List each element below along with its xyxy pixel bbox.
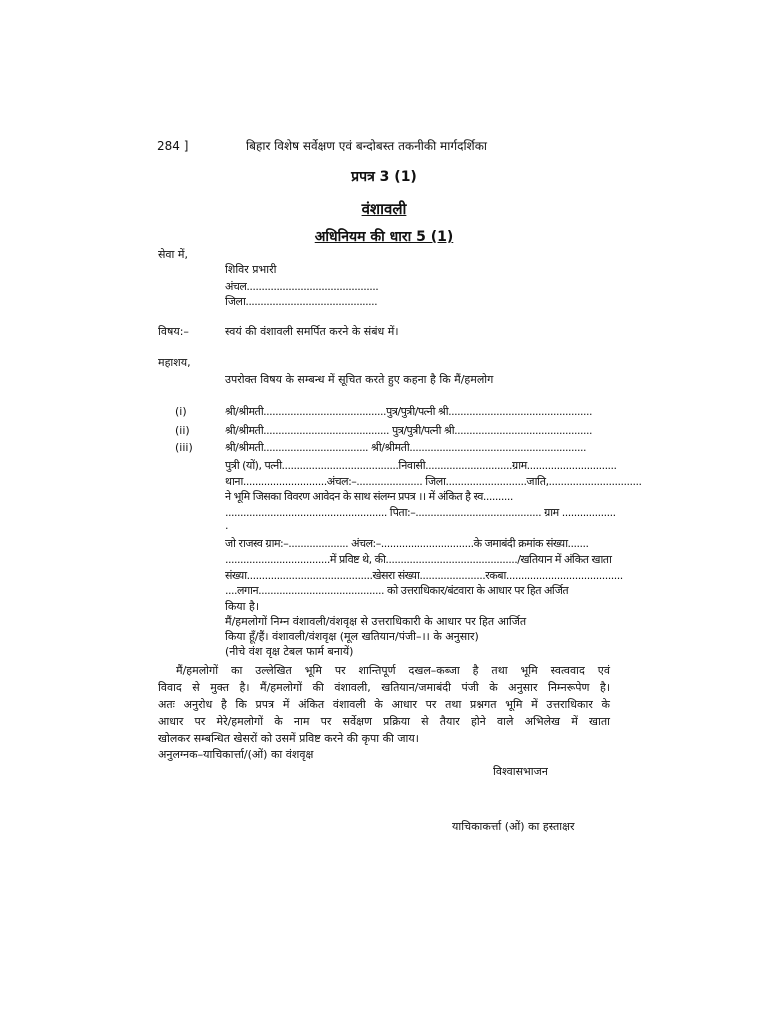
subject-text: स्वयं की वंशावली समर्पित करने के संबंध में। — [225, 325, 399, 338]
detail-line: (नीचे वंश वृक्ष टेबल फार्म बनायें) — [225, 645, 354, 658]
address-anchal-field: अंचल............................................ — [225, 280, 379, 293]
act-section-heading: अधिनियम की धारा 5 (1) — [314, 229, 454, 245]
intro-line: उपरोक्त विषय के सम्बन्ध में सूचित करते हुए कहना है कि मैं/हमलोग — [225, 373, 494, 386]
detail-line: ने भूमि जिसका विवरण आवेदन के साथ संलग्न प्रपत्र ।। में अंकित है स्व.......... — [225, 490, 513, 503]
detail-line: . — [225, 519, 229, 532]
petitioner-line: श्री/श्रीमती.........................................पुत्र/पुत्री/पत्नी श्री................................................ — [225, 405, 592, 418]
paragraph-line: आधार पर मेरे/हमलोगों के नाम पर सर्वेक्षण प्रक्रिया से तैयार होने वाले अभिलेख में खाता — [158, 715, 610, 728]
detail-line: ...................................में प्रविष्ट थे, की............................................/खतियान में अंकित खाता — [225, 553, 612, 566]
detail-line: संख्या..........................................खेसरा संख्या......................रकबा....................................... — [225, 569, 623, 582]
detail-line: थाना............................अंचल:–...................... जिला...........................जाति,............................... — [225, 475, 642, 488]
detail-line: ....लगान.......................................... को उत्तराधिकार/बंटवारा के आधार पर हित अर्जित — [225, 584, 569, 597]
closing-text: विश्वासभाजन — [493, 765, 548, 778]
detail-line: किया हूँ/हैं। वंशावली/वंशवृक्ष (मूल खतियान/पंजी–।। के अनुसार) — [225, 630, 479, 643]
detail-line: किया है। — [225, 600, 260, 613]
signature-label: याचिकाकर्त्ता (ओं) का हस्ताक्षर — [452, 820, 575, 833]
petitioner-number: (i) — [175, 405, 187, 418]
paragraph-line: अतः अनुरोध है कि प्रपत्र में अंकित वंशावली के आधार पर तथा प्रश्नगत भूमि में उत्तराधिकार के — [158, 698, 610, 711]
form-number: प्रपत्र 3 (1) — [351, 169, 417, 185]
subject-label: विषय:– — [158, 325, 189, 338]
detail-line: पुत्री (यों), पत्नी.......................................निवासी.............................ग्राम.............................. — [225, 459, 617, 472]
paragraph-line: विवाद से मुक्त है। मैं/हमलोगों की वंशावली, खतियान/जमाबंदी पंजी के अनुसार निम्नरूपेण है। — [158, 681, 610, 694]
enclosure-note: अनुलग्नक–याचिकार्त्ता/(ओं) का वंशवृक्ष — [158, 748, 314, 761]
address-to: सेवा में, — [158, 248, 188, 261]
paragraph-line: मैं/हमलोगों का उल्लेखित भूमि पर शान्तिपूर्ण दखल–कब्जा है तथा भूमि स्वत्ववाद एवं — [176, 664, 610, 677]
petitioner-line: श्री/श्रीमती.......................................... पुत्र/पुत्री/पत्नी श्री.............................................. — [225, 424, 592, 437]
petitioner-number: (ii) — [175, 424, 190, 437]
petitioner-number: (iii) — [175, 441, 193, 454]
detail-line: मैं/हमलोगों निम्न वंशावली/वंशवृक्ष से उत्तराधिकारी के आधार पर हित आर्जित — [225, 615, 527, 628]
form-title: वंशावली — [361, 200, 407, 218]
recipient-title: शिविर प्रभारी — [225, 263, 277, 276]
paragraph-line: खोलकर सम्बन्धित खेसरों को उसमें प्रविष्ट करने की कृपा की जाय। — [158, 732, 419, 745]
detail-line: ...................................................... पिता:–.......................................... ग्राम .................. — [225, 506, 616, 519]
detail-line: जो राजस्व ग्राम:–.................... अंचल:–...............................के जमाबंदी क्रमांक संख्या....... — [225, 537, 589, 550]
address-zila-field: जिला............................................ — [225, 295, 378, 308]
page-number: 284 ] — [157, 139, 189, 153]
salutation: महाशय, — [158, 356, 191, 369]
petitioner-line: श्री/श्रीमती................................... श्री/श्रीमती........................................................... — [225, 441, 587, 454]
book-title: बिहार विशेष सर्वेक्षण एवं बन्दोबस्त तकनीकी मार्गदर्शिका — [246, 139, 488, 153]
